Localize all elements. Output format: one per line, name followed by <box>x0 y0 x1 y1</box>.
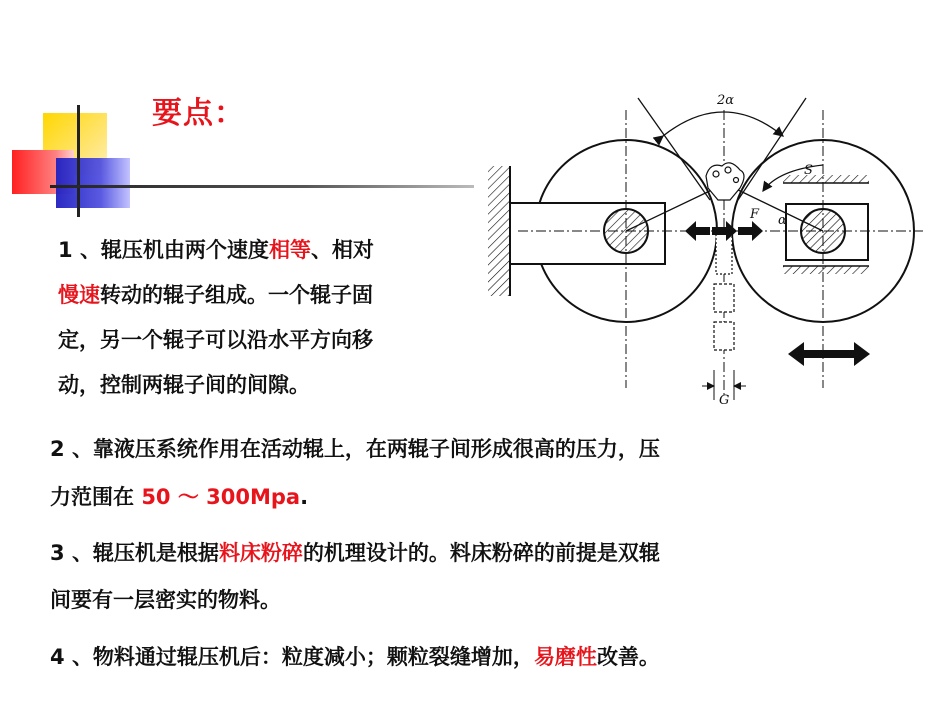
highlight-slow: 慢速 <box>58 283 100 307</box>
point-4-number: 4 <box>50 645 65 669</box>
point-2-line-1 <box>50 425 890 473</box>
point-2-text: 力范围在 <box>50 485 142 509</box>
point-2-text: . <box>300 485 309 509</box>
highlight-grindability: 易磨性 <box>533 645 597 669</box>
highlight-equal: 相等 <box>268 238 311 262</box>
point-3 <box>50 530 890 624</box>
point-1-number: 1 <box>58 238 73 262</box>
label-f: F <box>750 207 760 222</box>
label-g: G <box>719 393 730 408</box>
point-3-number: 3 <box>50 541 65 565</box>
highlight-pressure-range: 50 ～ 300Mpa <box>141 485 301 509</box>
point-4-line-1 <box>50 635 890 680</box>
title-underline <box>50 185 474 188</box>
label-s: S <box>804 163 813 178</box>
point-3-text: 的机理设计的。料床粉碎的前提是双辊 <box>302 541 660 565</box>
point-3-line-2: 间要有一层密实的物料。 <box>50 588 281 612</box>
point-1 <box>58 228 468 408</box>
point-4-text: 改善。 <box>596 645 660 669</box>
point-1-text: 、相对 <box>310 238 374 262</box>
label-nip-angle: 2α <box>717 93 735 108</box>
point-1-text: 、辊压机由两个速度 <box>79 238 269 262</box>
point-2-line-2 <box>50 473 890 521</box>
point-1-line-1 <box>58 228 468 273</box>
point-4 <box>50 635 890 680</box>
adjust-direction-arrow <box>788 342 870 366</box>
point-2 <box>50 425 890 521</box>
point-1-line-2 <box>58 273 468 318</box>
material-feed <box>706 163 744 274</box>
point-4-text: 、物料通过辊压机后：粒度减小；颗粒裂缝增加， <box>71 645 534 669</box>
decorative-blue-square <box>56 158 130 208</box>
point-1-line-3: 定，另一个辊子可以沿水平方向移 <box>58 328 373 352</box>
label-alpha: α <box>778 213 787 228</box>
point-1-text: 转动的辊子组成。一个辊子固 <box>100 283 373 307</box>
point-2-number: 2 <box>50 437 65 461</box>
point-1-line-4: 动，控制两辊子间的间隙。 <box>58 373 310 397</box>
roller-press-diagram <box>478 88 930 410</box>
point-2-text: 、靠液压系统作用在活动辊上，在两辊子间形成很高的压力，压 <box>71 437 660 461</box>
decorative-vertical-line <box>77 105 80 217</box>
highlight-bed-comminution: 料床粉碎 <box>218 541 303 565</box>
fixed-wall <box>488 166 510 296</box>
point-3-text: 、辊压机是根据 <box>71 541 219 565</box>
point-3-line-1 <box>50 530 890 577</box>
slide-title: 要点： <box>152 96 245 131</box>
